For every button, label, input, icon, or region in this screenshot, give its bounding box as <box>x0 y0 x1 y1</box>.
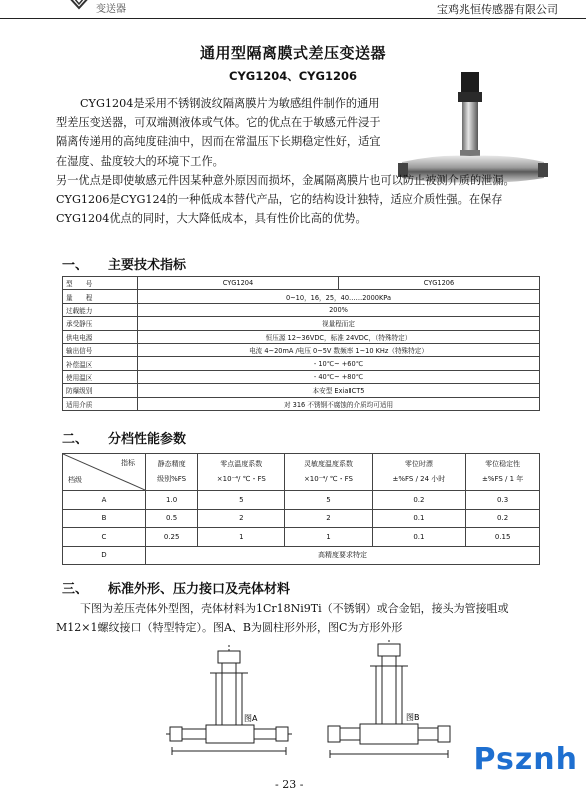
perf-cell: 0.5 <box>146 509 198 528</box>
section-3-number: 三、 <box>62 582 89 597</box>
section-3-title: 标准外形、压力接口及壳体材料 <box>108 582 291 597</box>
perf-cell: 0.1 <box>372 528 466 547</box>
company-logo-icon <box>66 0 92 10</box>
intro-paragraph-2: 另一优点是即使敏感元件因某种意外原因而损坏，金属隔离膜片也可以防止被测介质的泄漏。CYG1206是CYG124的一种低成本替代产品，它的结构设计独特，适应介质性强。在保存CYG1204优点的同时，大大降低成本，具有性价比高的优势。 <box>56 174 515 226</box>
perf-grade: C <box>63 528 146 547</box>
spec-label: 供电电源 <box>63 330 138 343</box>
table-row <box>63 290 540 303</box>
spec-value: 对 316 不锈钢不腐蚀的介质均可适用 <box>138 397 540 410</box>
spec-value: 0~10，16，25，40……2000KPa <box>138 290 540 303</box>
spec-value: 视量程而定 <box>138 317 540 330</box>
spec-table <box>62 276 540 411</box>
header-product-label: 变送器 <box>96 4 126 15</box>
shape-paragraph: 下图为差压壳体外型图，壳体材料为1Cr18Ni9Ti（不锈钢）或合金铝，接头为管接咀或M12×1螺纹接口（特型特定）。图A、B为圆柱形外形，图C为方形外形 <box>56 602 509 634</box>
perf-grade: D <box>63 546 146 565</box>
table-row <box>63 343 540 356</box>
spec-label: 型 号 <box>63 277 138 290</box>
perf-header-row <box>63 454 540 491</box>
perf-col-header: 灵敏度温度系数 ×10⁻⁴/ ℃・FS <box>285 454 372 491</box>
perf-cell: 1.0 <box>146 491 198 510</box>
spec-label: 过载能力 <box>63 303 138 316</box>
perf-cell: 1 <box>285 528 372 547</box>
spec-col-header: CYG1204 <box>138 277 339 290</box>
spec-value: - 40℃~ +80℃ <box>138 370 540 383</box>
perf-cell: 0.2 <box>372 491 466 510</box>
spec-label: 使用温区 <box>63 370 138 383</box>
perf-cell: 5 <box>198 491 285 510</box>
page-title: 通用型隔离膜式差压变送器 <box>199 44 386 62</box>
spec-value: 200% <box>138 303 540 316</box>
section-1-heading <box>62 254 186 273</box>
spec-label: 适用介质 <box>63 397 138 410</box>
table-row <box>63 397 540 410</box>
perf-cell: 2 <box>285 509 372 528</box>
spec-label: 承受静压 <box>63 317 138 330</box>
spec-label: 补偿温区 <box>63 357 138 370</box>
perf-col-header: 零点温度系数 ×10⁻⁴/ ℃・FS <box>198 454 285 491</box>
header-company-name: 宝鸡兆恒传感器有限公司 <box>437 3 558 16</box>
section-1-number: 一、 <box>62 258 89 273</box>
page-number: - 23 - <box>275 778 304 791</box>
spec-col-header: CYG1206 <box>338 277 539 290</box>
spec-table-header-row <box>63 277 540 290</box>
perf-cell: 5 <box>285 491 372 510</box>
perf-cell: 2 <box>198 509 285 528</box>
perf-col-header: 零位稳定性 ±%FS / 1 年 <box>466 454 540 491</box>
performance-table <box>62 453 540 565</box>
watermark-logo <box>474 742 579 777</box>
section-2-number: 二、 <box>62 432 89 447</box>
perf-cell: 0.3 <box>466 491 540 510</box>
spec-label: 量 程 <box>63 290 138 303</box>
intro-paragraph-1: CYG1204是采用不锈钢波纹隔离膜片为敏感组件制作的通用型差压变送器，可双端测液体或气体。它的优点在于敏感元件浸于隔离传递用的高纯度硅油中，因而在常温压下长期稳定性好，适宜在湿度、盐度较大的环境下工作。 <box>56 97 381 168</box>
section-3-heading <box>62 578 290 597</box>
perf-cell: 0.15 <box>466 528 540 547</box>
table-row <box>63 528 540 547</box>
table-row <box>63 509 540 528</box>
page-header <box>0 0 586 19</box>
perf-grade: A <box>63 491 146 510</box>
spec-label: 输出信号 <box>63 343 138 356</box>
spec-value: 本安型 ExiaⅡCT5 <box>138 384 540 397</box>
perf-cell: 0.2 <box>466 509 540 528</box>
section-2-heading <box>62 428 186 447</box>
perf-corner-top: 指标 <box>121 459 135 467</box>
spec-value: 恒压源 12~36VDC，标准 24VDC，（特殊特定） <box>138 330 540 343</box>
table-row <box>63 330 540 343</box>
perf-col-header: 静态精度 级别%FS <box>146 454 198 491</box>
perf-corner-cell <box>63 454 146 491</box>
page-subtitle: CYG1204、CYG1206 <box>229 69 357 83</box>
table-row <box>63 357 540 370</box>
perf-cell: 1 <box>198 528 285 547</box>
section-2-title: 分档性能参数 <box>108 432 187 447</box>
spec-label: 防爆级别 <box>63 384 138 397</box>
figure-a-drawing <box>160 645 300 775</box>
perf-cell: 0.25 <box>146 528 198 547</box>
table-row <box>63 546 540 565</box>
table-row <box>63 491 540 510</box>
figure-a-label: 图A <box>244 714 258 723</box>
watermark-text: Psznh <box>473 742 578 777</box>
table-row <box>63 317 540 330</box>
table-row <box>63 303 540 316</box>
spec-value: 电流 4~20mA /电压 0~5V 数频率 1~10 KHz（特殊特定） <box>138 343 540 356</box>
spec-value: - 10℃~ +60℃ <box>138 357 540 370</box>
section-1-title: 主要技术指标 <box>108 258 187 273</box>
table-row <box>63 384 540 397</box>
table-row <box>63 370 540 383</box>
perf-corner-bottom: 档级 <box>68 476 82 484</box>
perf-grade: B <box>63 509 146 528</box>
perf-cell: 0.1 <box>372 509 466 528</box>
figure-b-label: 图B <box>406 713 420 722</box>
perf-cell: 高精度要求特定 <box>146 546 540 565</box>
perf-col-header: 零位时漂 ±%FS / 24 小时 <box>372 454 466 491</box>
figure-b-drawing <box>320 640 460 775</box>
